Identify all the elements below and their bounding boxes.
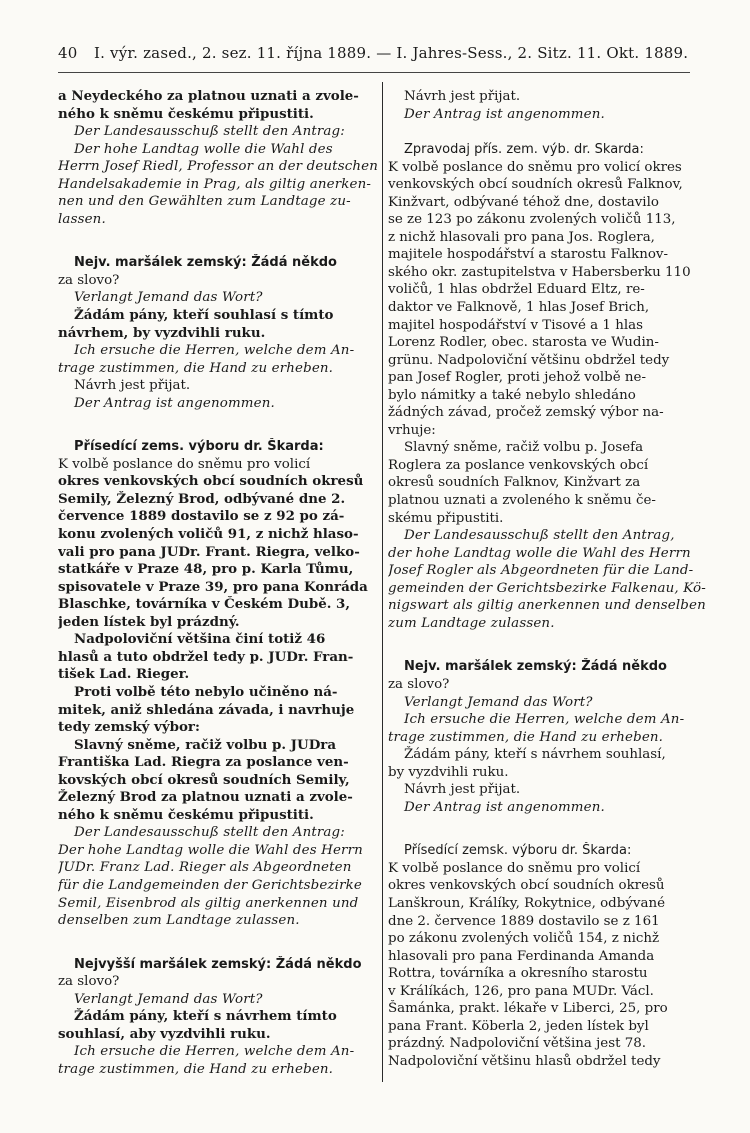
text-line: žádných závad, pročež zemský výbor na- (388, 405, 664, 421)
text-line: Nadpoloviční většinu hlasů obdržel tedy (388, 1053, 661, 1069)
left-column (58, 88, 378, 1078)
text-line: konu zvolených voličů 91, z nichž hlaso- (58, 526, 359, 543)
paragraph-gap (58, 228, 378, 254)
text-line: Přísedící zems. výboru dr. Škarda: (74, 439, 324, 455)
paragraph-gap (58, 930, 378, 956)
text-line: Žádám pány, kteří souhlasí s tímto (74, 307, 334, 324)
text-line: Der Landesausschuß stellt den Antrag: (74, 825, 345, 841)
text-line: K volbě poslance do sněmu pro volicí (388, 860, 641, 876)
text-line: Nejv. maršálek zemský: Žádá někdo (404, 659, 667, 675)
column-divider (382, 82, 383, 1082)
page-number: 40 (58, 44, 78, 62)
text-line: Šamánka, prakt. lékaře v Liberci, 25, pro (388, 1001, 668, 1017)
text-line: Ich ersuche die Herren, welche dem An- (74, 343, 355, 359)
text-line: v Králíkách, 126, pro pana MUDr. Václ. (388, 983, 654, 999)
text-line: jeden lístek byl prázdný. (58, 613, 240, 630)
text-line: návrhem, by vyzdvihli ruku. (58, 324, 266, 341)
header-text: I. výr. zased., 2. sez. 11. října 1889. — I. Jahres-Sess., 2. Sitz. 11. Okt. 1889. (94, 44, 689, 62)
text-line: Ich ersuche die Herren, welche dem An- (74, 1044, 355, 1060)
text-line: Nejvyšší maršálek zemský: Žádá někdo (74, 956, 362, 972)
text-line: gemeinden der Gerichtsbezirke Falkenau, Kö- (388, 580, 706, 596)
text-line: Lorenz Rodler, obec. starosta ve Wudin- (388, 335, 659, 351)
text-line: by vyzdvihli ruku. (388, 764, 509, 780)
text-line: Žádám pány, kteří s návrhem souhlasí, (404, 747, 666, 763)
paragraph-gap (388, 632, 712, 658)
text-line: Proti volbě této nebylo učiněno ná- (74, 683, 338, 700)
text-line: pana Frant. Köberla 2, jeden lístek byl (388, 1018, 649, 1034)
text-line: Blaschke, továrníka v Českém Dubě. 3, (58, 596, 351, 613)
text-line: Roglera za poslance venkovských obcí (388, 457, 649, 473)
text-line: Verlangt Jemand das Wort? (404, 694, 593, 710)
text-line: spisovatele v Praze 39, pro pana Konráda (58, 578, 368, 595)
text-line: Herrn Josef Riedl, Professor an der deutschen (58, 159, 378, 175)
text-line: Rottra, továrníka a okresního starostu (388, 966, 648, 982)
text-line: vrhuje: (388, 422, 436, 438)
text-line: platnou uznati a zvoleného k sněmu če- (388, 493, 656, 509)
text-line: daktor ve Falknově, 1 hlas Josef Brich, (388, 300, 650, 316)
text-line: Zpravodaj přís. zem. výb. dr. Skarda: (404, 142, 644, 158)
text-line: souhlasí, aby vyzdvihli ruku. (58, 1025, 271, 1042)
text-line: za slovo? (388, 676, 450, 692)
paragraph-gap (58, 412, 378, 438)
paragraph-gap (388, 123, 712, 141)
text-line: skému připustiti. (388, 510, 504, 526)
text-line: majitele hospodářství a starostu Falknov- (388, 247, 668, 263)
text-line: Josef Rogler als Abgeordneten für die Land- (388, 563, 694, 579)
text-line: venkovských obcí soudních okresů Falknov, (388, 177, 683, 193)
text-line: Přísedící zemsk. výboru dr. Škarda: (404, 843, 632, 859)
text-line: Der Antrag ist angenommen. (74, 395, 275, 411)
text-line: za slovo? (58, 272, 120, 288)
text-line: Slavný sněme, račiž volbu p. Josefa (404, 440, 644, 456)
text-line: Der Antrag ist angenommen. (404, 799, 605, 815)
text-line: nigswart als giltig anerkennen und denselben (388, 598, 706, 614)
text-line: tišek Lad. Rieger. (58, 666, 190, 683)
text-line: Der Landesausschuß stellt den Antrag: (74, 124, 345, 140)
text-line: okres venkovských obcí soudních okresů (388, 878, 665, 894)
text-line: pan Josef Rogler, proti jehož volbě ne- (388, 370, 647, 386)
text-line: Verlangt Jemand das Wort? (74, 991, 263, 1007)
text-line: Železný Brod za platnou uznati a zvole- (58, 789, 353, 806)
text-line: denselben zum Landtage zulassen. (58, 913, 300, 929)
text-line: Der Landesausschuß stellt den Antrag, (404, 528, 675, 544)
text-line: prázdný. Nadpoloviční většina jest 78. (388, 1036, 647, 1052)
text-line: Verlangt Jemand das Wort? (74, 290, 263, 306)
text-line: tedy zemský výbor: (58, 719, 200, 736)
text-line: Nadpoloviční většina činí totiž 46 (74, 631, 326, 648)
text-line: Návrh jest přijat. (74, 378, 191, 394)
text-line: dne 2. července 1889 dostavilo se z 161 (388, 913, 660, 929)
text-line: Ich ersuche die Herren, welche dem An- (404, 712, 685, 728)
text-line: statkáře v Praze 48, pro p. Karla Tůmu, (58, 561, 354, 578)
text-line: kovských obcí okresů soudních Semily, (58, 771, 350, 788)
text-line: bylo námitky a také nebylo shledáno (388, 387, 636, 403)
right-column (388, 88, 712, 1070)
text-line: se ze 123 po zákonu zvolených voličů 113, (388, 212, 676, 228)
text-line: Der hohe Landtag wolle die Wahl des Herrn (58, 842, 363, 858)
text-line: Františka Lad. Riegra za poslance ven- (58, 754, 349, 771)
text-line: vali pro pana JUDr. Frant. Riegra, velko- (58, 543, 360, 560)
text-line: po zákonu zvolených voličů 154, z nichž (388, 931, 660, 947)
text-line: okres venkovských obcí soudních okresů (58, 473, 364, 490)
text-line: a Neydeckého za platnou uznati a zvole- (58, 88, 359, 104)
text-line: für die Landgemeinden der Gerichtsbezirke (58, 877, 363, 893)
text-line: Slavný sněme, račiž volbu p. JUDra (74, 736, 337, 753)
text-line: lassen. (58, 211, 106, 227)
text-line: trage zustimmen, die Hand zu erheben. (388, 729, 664, 745)
text-line: majitel hospodářství v Tisové a 1 hlas (388, 317, 643, 333)
text-line: ného k sněmu českému připustiti. (58, 105, 314, 122)
text-line: Semil, Eisenbrod als giltig anerkennen und (58, 895, 359, 911)
text-line: voličů, 1 hlas obdržel Eduard Eltz, re- (388, 282, 645, 298)
page-header (58, 44, 688, 66)
text-line: Semily, Železný Brod, odbývané dne 2. (58, 490, 346, 507)
text-line: zum Landtage zulassen. (388, 615, 555, 631)
text-line: trage zustimmen, die Hand zu erheben. (58, 1061, 334, 1077)
text-line: Handelsakademie in Prag, als giltig anerken- (58, 176, 372, 192)
paragraph-gap (388, 816, 712, 842)
text-line: Nejv. maršálek zemský: Žádá někdo (74, 255, 337, 271)
text-line: hlasů a tuto obdržel tedy p. JUDr. Fran- (58, 648, 354, 665)
text-line: Lanškroun, Králíky, Rokytnice, odbývané (388, 895, 665, 911)
text-line: Návrh jest přijat. (404, 89, 521, 104)
text-line: K volbě poslance do sněmu pro volicí (58, 456, 311, 472)
text-line: Návrh jest přijat. (404, 782, 521, 798)
text-line: z nichž hlasovali pro pana Jos. Roglera, (388, 229, 655, 245)
text-line: grünu. Nadpoloviční většinu obdržel tedy (388, 352, 670, 368)
text-line: Der hohe Landtag wolle die Wahl des (74, 141, 333, 157)
text-line: ného k sněmu českému připustiti. (58, 806, 314, 823)
header-rule (58, 72, 690, 73)
text-line: ského okr. zastupitelstva v Habersberku 110 (388, 264, 691, 280)
text-line: mitek, aniž shledána závada, i navrhuje (58, 701, 355, 718)
text-line: července 1889 dostavilo se z 92 po zá- (58, 508, 345, 525)
text-line: Der Antrag ist angenommen. (404, 106, 605, 122)
text-line: nen und den Gewählten zum Landtage zu- (58, 194, 351, 210)
text-line: trage zustimmen, die Hand zu erheben. (58, 360, 334, 376)
text-line: za slovo? (58, 974, 120, 990)
text-line: der hohe Landtag wolle die Wahl des Herrn (388, 545, 691, 561)
text-line: Kinžvart, odbývané téhož dne, dostavilo (388, 194, 659, 210)
text-line: JUDr. Franz Lad. Rieger als Abgeordneten (58, 860, 352, 876)
text-line: okresů soudních Falknov, Kinžvart za (388, 475, 641, 491)
text-line: Žádám pány, kteří s návrhem tímto (74, 1008, 337, 1025)
text-line: K volbě poslance do sněmu pro volicí okres (388, 159, 682, 175)
text-line: hlasovali pro pana Ferdinanda Amanda (388, 948, 655, 964)
